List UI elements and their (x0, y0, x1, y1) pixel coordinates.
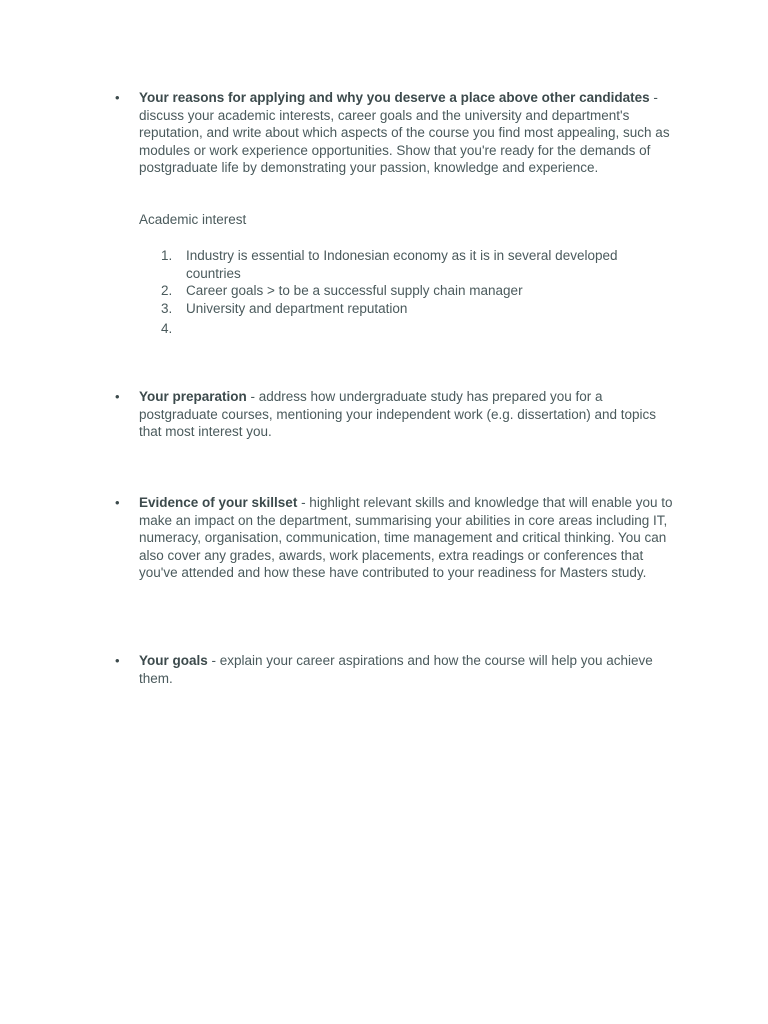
bullet-icon: • (115, 90, 120, 105)
section-heading: Your goals (139, 653, 208, 668)
list-number: 3. (161, 301, 173, 316)
list-text: University and department reputation (186, 301, 408, 316)
section-heading: Evidence of your skillset (139, 495, 298, 510)
list-number: 2. (161, 283, 173, 298)
section-body: - highlight relevant skills and knowledge that will enable you to make an impact on the department, summarising your abilities in core areas including IT, numeracy, organisation, communication, time management and critical thinking. You can also cover any grades, awards, work placements, extra readings or conferences that you've attended and how these have contributed to your readiness for Masters study. (139, 495, 673, 581)
section-text (139, 89, 675, 177)
section-text (139, 388, 675, 441)
section-body: - explain your career aspirations and how the course will help you achieve them. (139, 653, 653, 686)
list-number: 4. (161, 321, 173, 336)
section-text (139, 652, 675, 687)
academic-interest-label: Academic interest (139, 212, 247, 227)
section-body: - discuss your academic interests, career goals and the university and department's reputation, and write about which aspects of the course you find most appealing, such as modules or work experience opportunities. Show that you're ready for the demands of postgraduate life by demonstrating your passion, knowledge and experience. (139, 90, 670, 176)
bullet-icon: • (115, 389, 120, 404)
list-number: 1. (161, 248, 173, 263)
section-heading: Your reasons for applying and why you deserve a place above other candidates (139, 90, 650, 105)
list-text: Career goals > to be a successful supply chain manager (186, 283, 523, 298)
bullet-icon: • (115, 653, 120, 668)
section-text (139, 494, 675, 582)
list-text: Industry is essential to Indonesian economy as it is in several developed countries (186, 248, 618, 281)
bullet-icon: • (115, 495, 120, 510)
section-heading: Your preparation (139, 389, 247, 404)
section-body: - address how undergraduate study has prepared you for a postgraduate courses, mentioning your independent work (e.g. dissertation) and topics that most interest you. (139, 389, 657, 440)
